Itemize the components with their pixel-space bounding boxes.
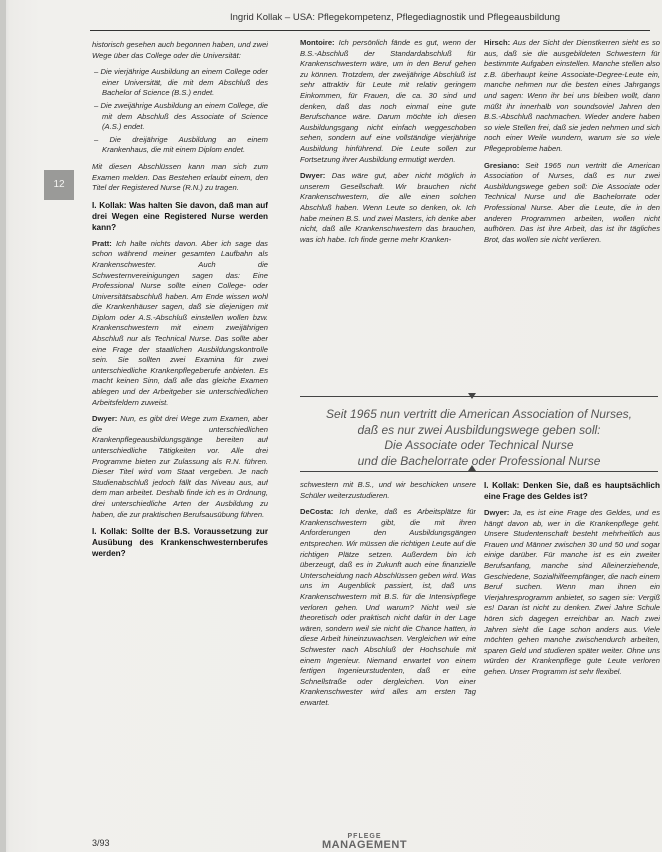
column-2-top [300, 38, 476, 368]
interview-question: I. Kollak: Sollte der B.S. Voraussetzung zur Ausübung des Krankenschwesternberufes werden? [92, 527, 268, 559]
paragraph: schwestern mit B.S., und wir beschicken unsere Schüler weiterzustudieren. [300, 480, 476, 500]
interview-question: I. Kollak: Was halten Sie davon, daß man auf drei Wegen eine Registered Nurse werden kann? [92, 200, 268, 232]
speaker-name: Dwyer: [300, 171, 326, 181]
interview-question: I. Kollak: Denken Sie, daß es hauptsächlich eine Frage des Geldes ist? [484, 481, 660, 501]
list-item: – Die dreijährige Ausbildung an einem Krankenhaus, die mit einem Diplom endet. [94, 134, 268, 155]
speaker-name: DeCosta: [300, 507, 334, 517]
list-item: – Die vierjährige Ausbildung an einem College oder einer Universität, die mit dem Abschluß des Bachelor of Science (B.S.) endet. [94, 67, 268, 98]
header-title: Ingrid Kollak – USA: Pflegekompetenz, Pflegediagnostik und Pflegeausbildung [230, 12, 561, 23]
column-3-bottom [484, 480, 660, 825]
speaker-name: Dwyer: [484, 508, 510, 517]
list-item: – Die zweijährige Ausbildung an einem College, die mit dem Abschluß des Associate of Science (A.S.) endet. [94, 100, 268, 132]
answer-paragraph [484, 38, 660, 155]
pull-quote-line: und die Bachelorrate oder Professional Nurse [357, 453, 601, 468]
column-3-top [484, 38, 660, 368]
logo-bottom-text: MANAGEMENT [322, 839, 408, 851]
running-header [90, 8, 650, 31]
issue-number: 3/93 [92, 838, 110, 848]
answer-paragraph [484, 161, 660, 246]
answer-text: Ich persönlich fände es gut, wenn der B.S.-Abschluß der Standardabschluß für Krankenschwestern wäre, um in den Beruf gehen zu können. Trotzdem, der zweijährige Abschluß ist sehr attraktiv für Leute mit relativ geringem Einkommen, für Frauen, die ca. 30 sind und denken, daß das noch einmal eine gute Berufschance wäre. Darum möchte ich diesen Ausbildungsgang nicht einfach weggeschoben sehen, sondern auf eine vollständige vierjährige Ausbildung hinführend. Die Leute sollen zur Fortsetzung ihrer Ausbildung ermutigt werden. [300, 38, 476, 164]
answer-paragraph [300, 38, 476, 165]
answer-paragraph [300, 507, 476, 708]
answer-paragraph [92, 239, 268, 409]
answer-paragraph [92, 414, 268, 520]
answer-text: Nun, es gibt drei Wege zum Examen, aber die unterschiedlichen Krankenpflegeausbildungsgänge bereiten auf unterschiedliche Tätigkeiten vor. Alle drei Programme bieten zur Zulassung als R.N. führen. Dieser Titel wird vom Staat vergeben. Je nach Studienabschluß jedoch fällt das Niveau aus, auf dem man arbeitet. Deshalb finde ich es in Ordnung, drei unterschiedliche Arten der Ausbildung zu haben, die zur praktischen Berufsausübung führen. [92, 414, 268, 519]
paragraph: historisch gesehen auch begonnen haben, und zwei Wege über das College oder die Universität: [92, 40, 268, 60]
education-paths-list [92, 67, 268, 156]
column-1 [92, 40, 268, 820]
pull-quote-line: daß es nur zwei Ausbildungswege geben soll: [357, 422, 601, 437]
column-2-bottom [300, 480, 476, 825]
answer-text: Ich denke, daß es Arbeitsplätze für Krankenschwestern gibt, die mit ihren Anforderungen den Ausbildungsgängen entsprechen. Wir müssen die richtigen Leute auf die richtigen Plätze setzen. Außerdem bin ich überzeugt, daß es in Zukunft auch eine finanzielle Unterscheidung nach Abschlüssen geben wird. Was uns im Augenblick passiert, ist, daß uns Krankenschwestern mit B.S. für die Intensivpflege verloren gehen. Und warum? Nicht weil sie theoretisch oder praktisch nicht dafür in der Lage wären, sondern weil sie nicht die Chance hatten, in diese Arbeit hineinzuwachsen. Vergleichen wir eine Schwester nach Abschluß der Hochschule mit einem Ingenieur. Niemand erwartet von einem fertigen Ingenieurstudenten, daß er eine Schnellstraße oder dergleichen. Von einer Krankenschwester wird alles am ersten Tag erwartet. [300, 507, 476, 707]
pull-quote [300, 396, 658, 472]
speaker-name: Hirsch: [484, 38, 511, 47]
paragraph: Mit diesen Abschlüssen kann man sich zum Examen melden. Das Bestehen erlaubt einem, den Titel der Registered Nurse (R.N.) zu tragen. [92, 161, 268, 193]
answer-text: Ich halte nichts davon. Aber ich sage das schon während meiner gesamten Laufbahn als Krankenschwester. Auch die Schwesternvereinigungen sagen das: Eine Professional Nurse sollte einen College- oder Universitätsabschluß haben. Am Ende wissen wohl die Krankenhäuser sagen, daß sie diejenigen mit Diplom oder A.S.-Abschluß einstellen wollen bzw. Krankenschwestern mit einem zweijährigen Abschluß nur als Technical Nurse. Das sollte aber eine Frage der staatlichen Ausbildungskontrolle sein. Sie sollten zwei Examina für zwei unterschiedliche Krankenpflegeberufe anbieten. Es macht keinen Sinn, daß alle das gleiche Examen ablegen und der Arbeitgeber sie unterschiedlichen Arbeitsfeldern zuweist. [92, 238, 268, 407]
speaker-name: Dwyer: [92, 414, 118, 424]
answer-paragraph [300, 171, 476, 245]
page-spine [0, 0, 6, 852]
answer-text: Seit 1965 nun vertritt die American Association of Nurses, daß es nur zwei Ausbildungswege geben soll: Die Associate oder Technical Nurse und die Bachelorrate oder Professional Nurse. Aber die Leute, die in den anderen Programmen arbeiten, wollen nicht aufhören. Das ist ihre Arbeit, das ist ihr tägliches Brot, das wollen sie nicht verlieren. [484, 160, 660, 244]
answer-text: Aus der Sicht der Dienstkerren sieht es so aus, daß sie die ausgebildeten Schwestern für bestimmte Aufgaben einstellen. Manche stellen also z.B. überhaupt keine Associate-Degree-Leute ein, manche nehmen nur die besten eines Jahrgangs und sagen: Wenn ihr bei uns bleiben wollt, dann müßt ihr innerhalb von soundsoviel Jahren den B.S.-Abschluß nachmachen. Wieder andere haben so viele Stellen frei, daß sie jeden nehmen und sich noch einer Weile wundern, warum sie so viele Pflegeprobleme haben. [484, 38, 660, 153]
pull-quote-marker-icon [468, 465, 476, 471]
pull-quote-line: Die Associate oder Technical Nurse [384, 438, 574, 452]
speaker-name: Gresiano: [484, 160, 520, 170]
answer-text: Ja, es ist eine Frage des Geldes, und es hängt davon ab, wer in die Krankenpflege geht. Unsere Studentenschaft besteht mehrheitlich aus Frauen und Männer zwischen 30 und 50 und sogar einige darüber. Für manche ist es ein zweiter Berufsanfang, manche sind Alleinerziehende, Geschiedene, Sozialhilfeempfänger, die nach einem Beruf suchen. Wenn man ihnen ein Vierjahresprogramm anbietet, so sagen sie: Vergiß es! Daran ist nicht zu denken. Zwei Jahre Schule hören sich dagegen erreichbar an. Nach zwei Jahren sieht die Lage schon anders aus. Viele möchten gehen manche zwischendurch arbeiten, sparen Geld und studieren später weiter. Ohne uns würden der Krankenpflege gute Leute verloren gehen. Unser Programm ist sehr flexibel. [484, 508, 660, 676]
pull-quote-line: Seit 1965 nun vertritt die American Association of Nurses, [326, 407, 632, 421]
answer-paragraph [484, 508, 660, 678]
logo-top-text: PFLEGE [347, 833, 382, 840]
answer-text: Das wäre gut, aber nicht möglich in unserem Gesellschaft. Wir brauchen nicht Krankenschwestern, die alle einen solchen Abschluß haben. Wenn Leute so denken, ok. Ich habe meinen B.S. und zwei Masters, ich denke aber nicht, daß alle Krankenschwestern das brauchen, was ich habe. Ich finde gerne mehr Kranken- [300, 171, 476, 244]
pull-quote-marker-icon [468, 393, 476, 399]
magazine-logo [322, 832, 407, 850]
pull-quote-text [300, 407, 658, 469]
speaker-name: Montoire: [300, 38, 335, 47]
speaker-name: Pratt: [92, 238, 112, 248]
page-number-tab: 12 [44, 170, 74, 200]
